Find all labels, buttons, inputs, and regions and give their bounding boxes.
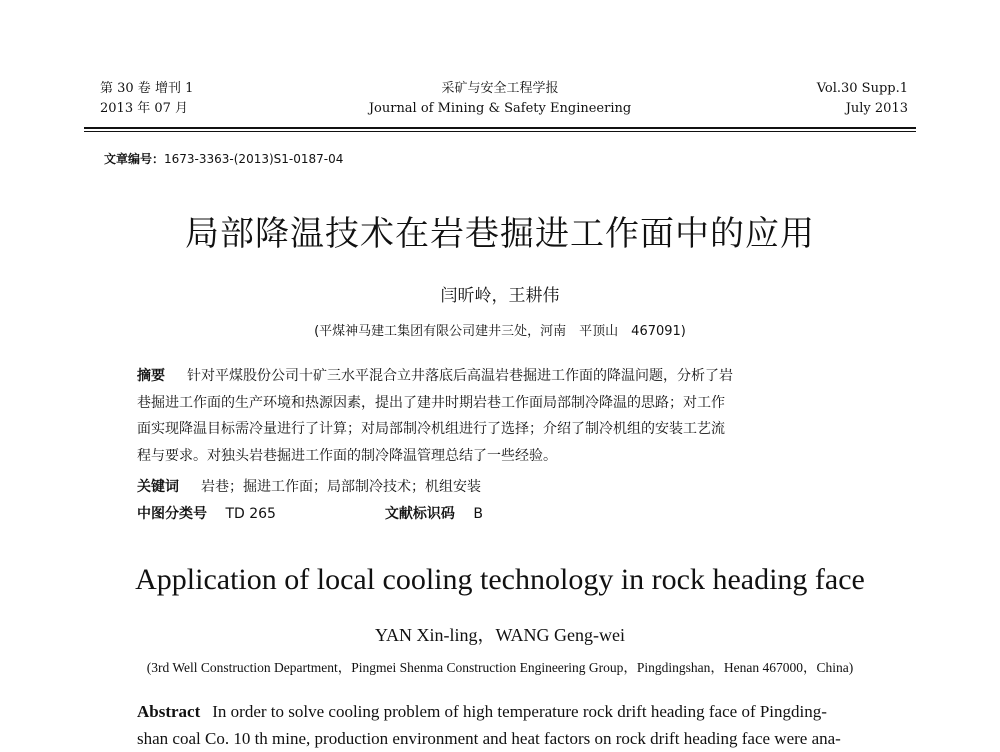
- doc-code-value: B: [473, 506, 483, 522]
- journal-name-en: Journal of Mining & Safety Engineering: [368, 101, 632, 116]
- header-rule-thick: [84, 127, 916, 129]
- keywords-label: 关键词: [137, 479, 179, 495]
- header-date-cn: 2013 年 07 月: [100, 101, 189, 116]
- abstract-cn-line: 摘要 针对平煤股份公司十矿三水平混合立井落底后高温岩巷掘进工作面的降温问题，分析了岩: [137, 368, 733, 384]
- affiliation-en: (3rd Well Construction Department，Pingmei Shenma Construction Engineering Group，Pingdingshan，Henan 467000，China): [146, 660, 854, 675]
- abstract-en-line: Abstract In order to solve cooling problem of high temperature rock drift heading face of Pingding-: [137, 702, 827, 721]
- article-number-value: 1673-3363-(2013)S1-0187-04: [164, 152, 344, 166]
- header-volume-en: Vol.30 Supp.1: [816, 81, 908, 96]
- abstract-cn-label: 摘要: [137, 368, 165, 384]
- header-rule-thin: [84, 131, 916, 132]
- clc-label: 中图分类号: [137, 506, 207, 522]
- abstract-en-line: shan coal Co. 10 th mine, production environment and heat factors on rock drift heading face were ana-: [137, 729, 841, 748]
- authors-cn: 闫昕岭，王耕伟: [440, 286, 560, 306]
- keywords-cn: [137, 476, 481, 496]
- authors-en: YAN Xin-ling，WANG Geng-wei: [375, 625, 625, 645]
- abstract-en-label: Abstract: [137, 702, 201, 721]
- abstract-en: [137, 698, 882, 752]
- affiliation-cn: (平煤神马建工集团有限公司建井三处，河南 平顶山 467091): [314, 324, 686, 339]
- header-volume-issue: 第 30 卷 增刊 1: [100, 81, 194, 96]
- abstract-cn-line: 面实现降温目标需冷量进行了计算；对局部制冷机组进行了选择；介绍了制冷机组的安装工艺流: [137, 421, 725, 437]
- clc-value: TD 265: [225, 506, 276, 522]
- header-volume-info-en: [817, 79, 908, 119]
- abstract-cn-line: 巷掘进工作面的生产环境和热源因素，提出了建井时期岩巷工作面局部制冷降温的思路；对工作: [137, 394, 725, 411]
- article-number-label: 文章编号：: [104, 152, 165, 166]
- paper-title-en: Application of local cooling technology in rock heading face: [135, 563, 865, 596]
- journal-name-cn: 采矿与安全工程学报: [441, 81, 559, 96]
- abstract-cn-line: 程与要求。对独头岩巷掘进工作面的制冷降温管理总结了一些经验。: [137, 447, 557, 464]
- classification-line: [137, 503, 483, 523]
- article-number: [104, 150, 343, 167]
- paper-title-cn: 局部降温技术在岩巷掘进工作面中的应用: [185, 214, 815, 254]
- header-date-en: July 2013: [845, 101, 908, 116]
- doc-code-label: 文献标识码: [384, 506, 455, 522]
- keywords-value: 岩巷；掘进工作面；局部制冷技术；机组安装: [201, 479, 481, 495]
- abstract-cn: [137, 363, 877, 469]
